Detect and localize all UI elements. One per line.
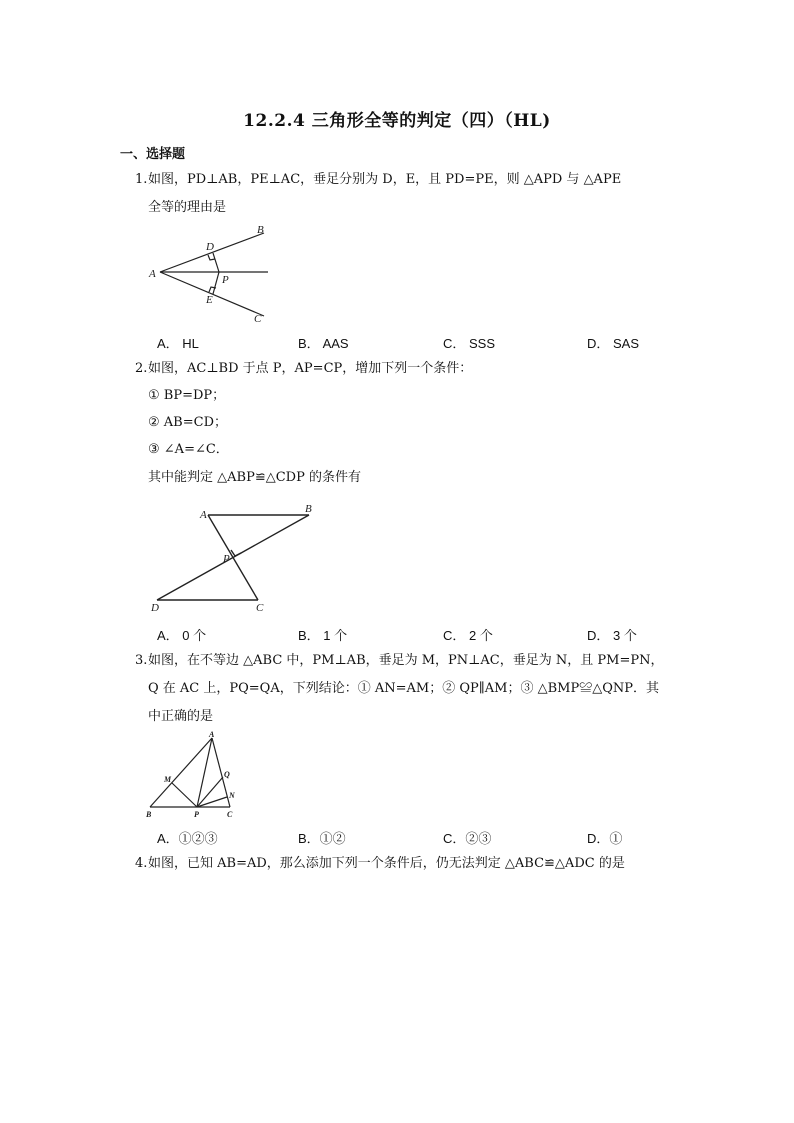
question-stem-continued: 全等的理由是 — [148, 200, 227, 215]
label-A: A — [200, 509, 207, 521]
label-C: C — [254, 313, 262, 324]
option-b[interactable]: B． AAS — [298, 336, 349, 351]
option-c[interactable]: C． 2 个 — [443, 628, 493, 643]
question-number: 2. — [135, 361, 148, 376]
label-C: C — [256, 602, 264, 614]
question-number: 1. — [135, 172, 148, 187]
segment-PD — [213, 253, 219, 272]
section-heading: 一、选择题 — [120, 147, 186, 162]
question-stem: 如图，AC⊥BD 于点 P，AP=CP，增加下列一个条件： — [148, 361, 473, 376]
segment-PE — [213, 272, 219, 294]
label-P: P — [222, 274, 229, 286]
option-d[interactable]: D．① — [587, 831, 623, 846]
option-a[interactable]: A． 0 个 — [157, 628, 207, 643]
label-Q: Q — [224, 770, 230, 779]
option-b[interactable]: B． 1 个 — [298, 628, 348, 643]
geometry-figure-1 — [140, 222, 280, 324]
option-a[interactable]: A．①②③ — [157, 831, 218, 846]
label-D: D — [151, 602, 159, 614]
question-stem: 如图，PD⊥AB，PE⊥AC，垂足分别为 D，E，且 PD=PE，则 △APD 与 △APE — [148, 172, 622, 187]
segment-PM — [172, 783, 197, 807]
geometry-figure-3 — [142, 730, 247, 822]
condition-2: ② AB=CD； — [148, 415, 227, 430]
option-c[interactable]: C．②③ — [443, 831, 492, 846]
page-title: 12.2.4 三角形全等的判定（四）（HL) — [243, 111, 551, 131]
option-c[interactable]: C． SSS — [443, 336, 496, 351]
option-d[interactable]: D． 3 个 — [587, 628, 637, 643]
label-D: D — [206, 241, 214, 253]
condition-3: ③ ∠A=∠C． — [148, 442, 229, 457]
question-number: 3. — [135, 653, 148, 668]
side-AB — [150, 738, 212, 807]
label-N: N — [229, 791, 235, 800]
segment-AP — [197, 738, 212, 807]
label-E: E — [206, 294, 213, 306]
label-A: A — [149, 268, 156, 280]
label-A: A — [209, 730, 215, 739]
right-angle-mark-P — [231, 550, 241, 556]
segment-BD — [157, 515, 309, 600]
label-B: B — [305, 503, 312, 515]
option-d[interactable]: D． SAS — [587, 336, 640, 351]
label-C: C — [227, 810, 233, 819]
question-stem-continued: 中正确的是 — [148, 709, 214, 724]
right-angle-mark-E — [209, 287, 216, 292]
geometry-figure-2 — [145, 500, 320, 615]
question-stem-continued: 其中能判定 △ABP≌△CDP 的条件有 — [148, 470, 361, 485]
label-B: B — [257, 224, 264, 236]
question-stem: 如图，在不等边 △ABC 中，PM⊥AB，垂足为 M，PN⊥AC，垂足为 N，且 PM=PN， — [148, 653, 664, 668]
question-stem: 如图，已知 AB=AD，那么添加下列一个条件后，仍无法判定 △ABC≌△ADC 的是 — [148, 856, 625, 871]
question-stem-continued: Q 在 AC 上，PQ=QA，下列结论：① AN=AM；② QP∥AM；③ △BMP≌△QNP．其 — [148, 681, 659, 696]
question-number: 4. — [135, 856, 148, 871]
condition-1: ① BP=DP； — [148, 388, 226, 403]
option-b[interactable]: B．①② — [298, 831, 346, 846]
label-B: B — [146, 810, 152, 819]
label-P: P — [223, 553, 230, 565]
label-M: M — [164, 775, 172, 784]
option-a[interactable]: A． HL — [157, 336, 199, 351]
label-P: P — [194, 810, 199, 819]
